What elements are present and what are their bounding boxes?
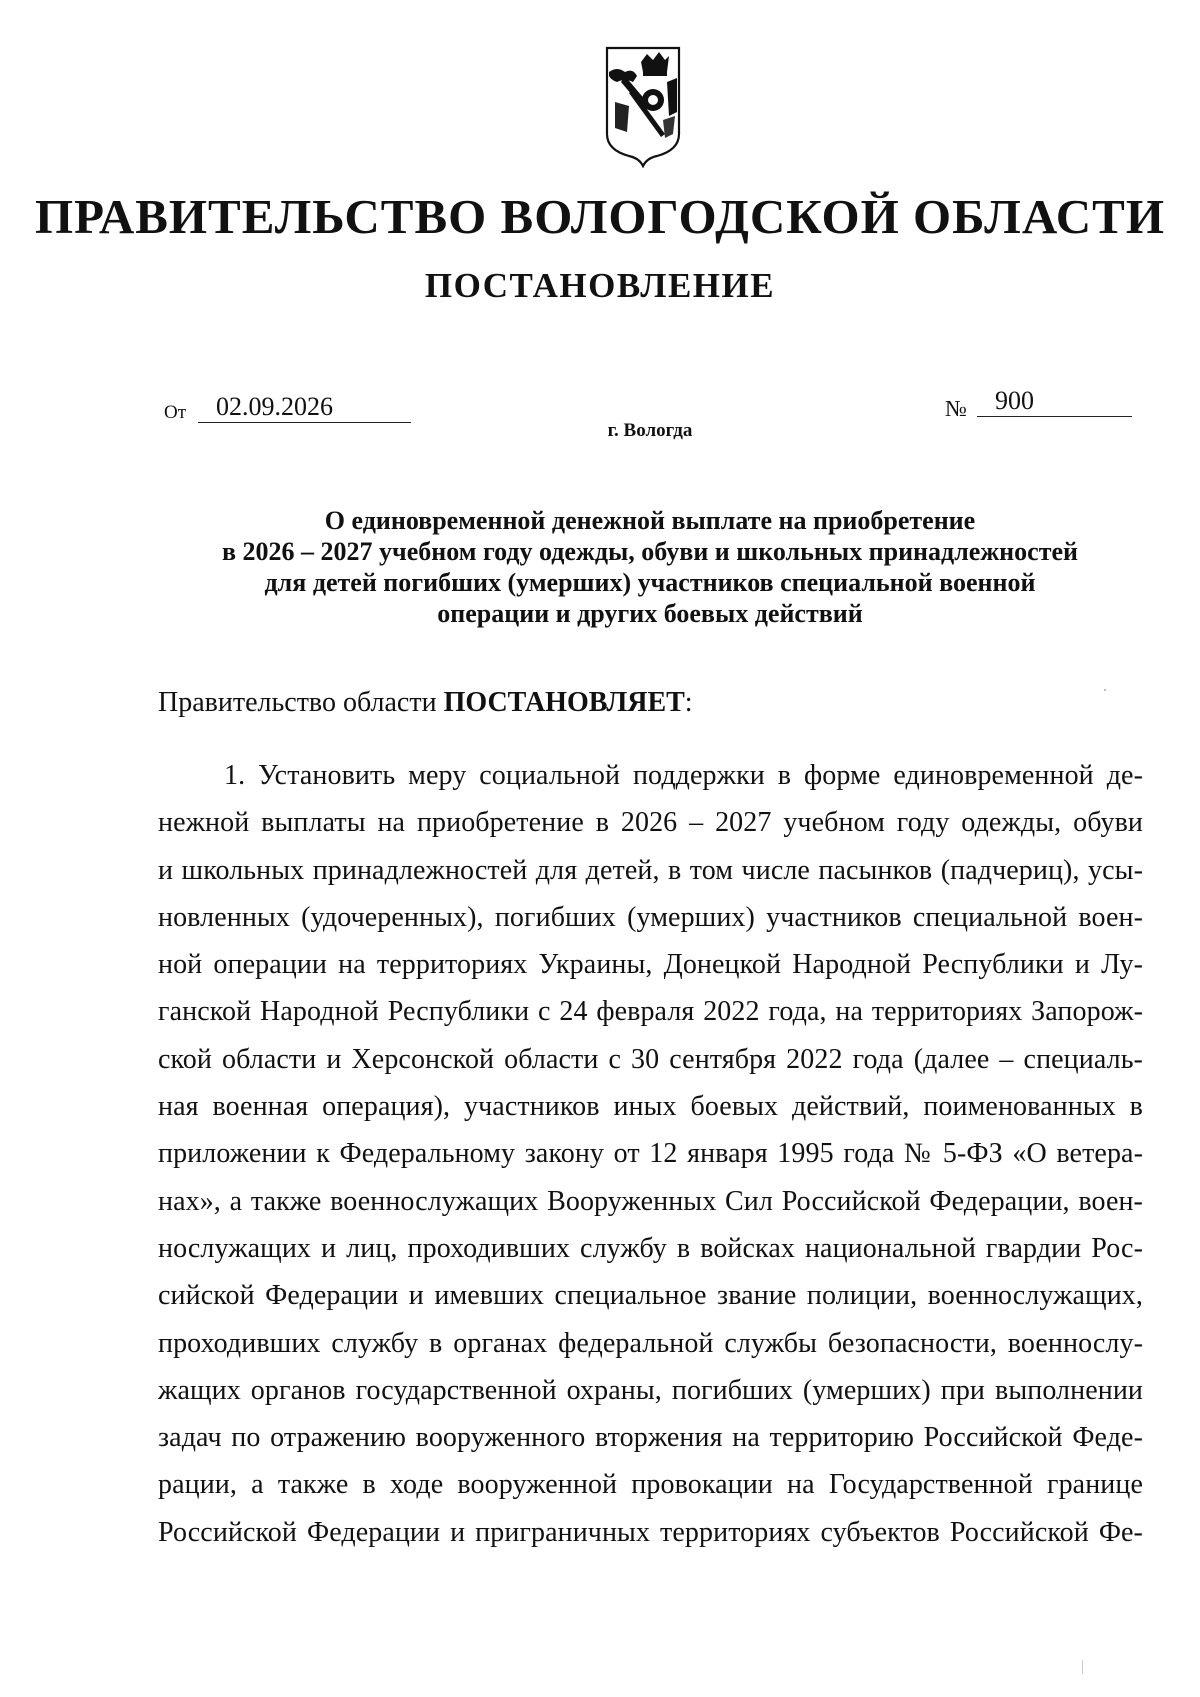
scan-artifact xyxy=(1082,1660,1083,1674)
body-line: ганской Народной Республики с 24 февраля 2022 года, на территориях Запорож- xyxy=(158,996,1143,1028)
body-line: рации, а также в ходе вооруженной провокации на Государственной границе xyxy=(158,1469,1143,1501)
body-line: ной операции на территориях Украины, Донецкой Народной Республики и Лу- xyxy=(158,949,1143,981)
body-line: нах», а также военнослужащих Вооруженных Сил Российской Федерации, воен- xyxy=(158,1185,1143,1217)
scan-artifact xyxy=(1104,689,1106,691)
number-label: № xyxy=(945,396,967,421)
preamble-suffix: : xyxy=(684,687,693,718)
city-label: г. Вологда xyxy=(607,420,693,441)
body-line: новленных (удочеренных), погибших (умерших) участников специальной воен- xyxy=(158,901,1143,933)
body-line: нежной выплаты на приобретение в 2026 – 2027 учебном году одежды, обуви xyxy=(158,807,1143,839)
decree-word: ПОСТАНОВЛЯЕТ xyxy=(443,687,685,718)
body-line: нослужащих и лиц, проходивших службу в войсках национальной гвардии Рос- xyxy=(158,1232,1143,1264)
body-line: Российской Федерации и приграничных территориях субъектов Российской Фе- xyxy=(158,1516,1143,1548)
subject-line: О единовременной денежной выплате на приобретение xyxy=(324,506,976,535)
body-line: приложении к Федеральному закону от 12 января 1995 года № 5-ФЗ «О ветера- xyxy=(158,1138,1143,1170)
body-line: 1. Установить меру социальной поддержки в форме единовременной де- xyxy=(224,760,1143,791)
subject-line: для детей погибших (умерших) участников специальной военной xyxy=(264,568,1036,597)
resolution-body xyxy=(158,752,1143,1556)
body-line: и школьных принадлежностей для детей, в том числе пасынков (падчериц), усы- xyxy=(158,854,1143,886)
subject-line: операции и других боевых действий xyxy=(437,599,863,628)
number-value: 900 xyxy=(977,386,1132,417)
government-title: ПРАВИТЕЛЬСТВО ВОЛОГОДСКОЙ ОБЛАСТИ xyxy=(35,189,1165,244)
body-line: ная военная операция), участников иных боевых действий, поименованных в xyxy=(158,1091,1143,1123)
document-type: ПОСТАНОВЛЕНИЕ xyxy=(424,266,776,305)
vologda-coat-of-arms-icon xyxy=(603,42,683,168)
preamble xyxy=(158,687,693,719)
body-line: проходивших службу в органах федеральной службы безопасности, военнослу- xyxy=(158,1327,1143,1359)
body-line: ской области и Херсонской области с 30 сентября 2022 года (далее – специаль- xyxy=(158,1043,1143,1075)
date-value: 02.09.2026 xyxy=(198,392,411,423)
body-line: жащих органов государственной охраны, погибших (умерших) при выполнении xyxy=(158,1374,1143,1406)
subject-line: в 2026 – 2027 учебном году одежды, обуви и школьных принадлежностей xyxy=(222,537,1078,566)
preamble-prefix: Правительство области xyxy=(158,687,444,718)
body-line: задач по отражению вооруженного вторжения на территорию Российской Феде- xyxy=(158,1422,1143,1454)
date-label: От xyxy=(164,402,187,423)
document-subject xyxy=(0,505,1200,629)
body-line: сийской Федерации и имевших специальное звание полиции, военнослужащих, xyxy=(158,1280,1143,1312)
